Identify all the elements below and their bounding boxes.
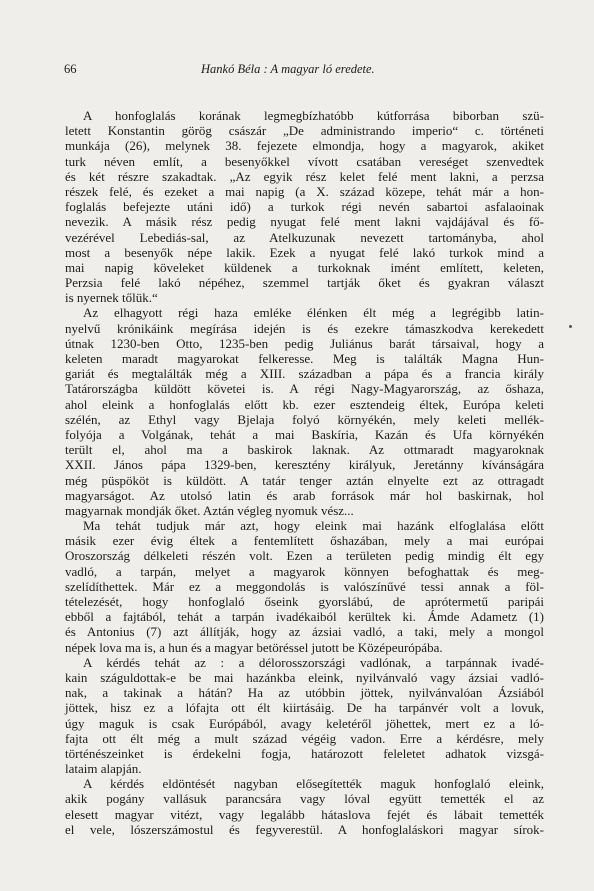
text-line: fajta ott élt még a mult század végéig vadon. Erre a kérdésre, mely: [65, 730, 544, 746]
text-line: keleten maradt magyarokat felkeresse. Meg is találták Magna Hun-: [65, 351, 544, 366]
text-line: most a besenyők népe lakik. Ezek a nyugat felé lakó turkok mind a: [65, 244, 544, 260]
text-line: vadló, a tarpán, melyet a magyarok könnyen befoghattak és meg-: [65, 563, 544, 579]
text-line: ebből a fajtából, tehát a tarpán ivadékaiból kerültek ki. Ámde Adametz (1): [65, 609, 544, 625]
text-line: A kérdés eldöntését nagyban elősegítették maguk honfoglaló eleink,: [83, 776, 544, 792]
margin-mark: [569, 325, 572, 328]
text-line: mai napig köveleket küldenek a turkoknak imént említett, keleten,: [65, 259, 544, 275]
text-line: Ma tehát tudjuk már azt, hogy eleink mai hazánk elfoglalása előtt: [83, 518, 544, 534]
text-line: el vele, lószerszámostul és fegyverestül. A honfoglaláskori magyar sírok-: [65, 821, 544, 837]
text-line: népek lova ma is, a hun és a magyar betöréssel jutott be Középeurópába.: [65, 639, 443, 655]
text-line: nyelvű krónikáink megírása idején is és ezekre támaszkodva kerekedett: [65, 320, 544, 336]
text-line: vezérével Lebediás-sal, az Atelkuzunak nevezett tartományba, ahol: [65, 229, 544, 245]
text-line: Tatárországba küldött követei is. A régi Nagy-Magyarország, az őshaza,: [65, 381, 544, 397]
text-line: A kérdés tehát az : a délorosszországi vadlónak, a tarpánnak ivadé-: [83, 654, 544, 670]
text-line: akik pogány vallásuk parancsára vagy lóval együtt temették el az: [65, 791, 544, 807]
text-line: Az elhagyott régi haza emléke élénken élt még a legrégibb latin-: [83, 305, 544, 321]
running-head: Hankó Béla : A magyar ló eredete.: [201, 62, 375, 76]
page-number: 66: [64, 62, 77, 76]
text-line: folyója a Volgának, tehát a mai Baskíria, Kazán és Ufa környékén: [65, 426, 544, 442]
text-line: részek felé, és ezeket a mai napig (a X. század közepe, tehát már a hon-: [65, 183, 544, 199]
text-line: XXII. János pápa 1329-ben, keresztény királyuk, Jeretánny kívánságára: [65, 457, 544, 473]
text-line: turk néven említ, a besenyőkkel vívott csatában vereséget szenvedtek: [65, 153, 544, 169]
text-line: és két részre szakadtak. „Az egyik rész kelet felé ment lakni, a perzsa: [65, 168, 544, 184]
text-line: tételezését, hogy honfoglaló őseink gyorslábú, de aprótermetű paripái: [65, 594, 544, 609]
text-line: A honfoglalás korának legmegbízhatóbb kútforrása biborban szü-: [83, 108, 544, 123]
text-line: kain száguldottak-e be mai hazánkba eleink, nyilvánvaló vagy ázsiai vadló-: [65, 669, 544, 685]
text-line: munkája (26), melynek 38. fejezete elmondja, hogy a magyarok, akiket: [65, 138, 544, 154]
text-line: magyarnak mondják őket. Aztán végleg nyomuk vész...: [65, 502, 354, 518]
text-line: másik ezer évig éltek a fentemlített őshazában, mely a mai európai: [65, 533, 544, 549]
page-header: [64, 62, 542, 82]
text-line: is nyernek tőlük.“: [65, 290, 158, 306]
text-line: történészeinket is érdekelni fogja, határozott feleletet adhatok vizsgá-: [65, 745, 544, 761]
text-line: terült el, ahol ma a baskirok laknak. Az ottmaradt magyaroknak: [65, 442, 544, 458]
text-line: Perzsia felé lakó népéhez, szemmel tartják őket és gyakran választ: [65, 275, 544, 291]
text-line: Oroszország délkeleti részén volt. Ezen a területen pedig mindig élt egy: [65, 548, 544, 564]
text-line: szélén, az Ethyl vagy Bjelaja folyó környékén, mely keleti mellék-: [65, 411, 544, 427]
text-line: úgy maguk is csak Európából, avagy keletéről jöhettek, mert ez a ló-: [65, 715, 544, 731]
text-line: nak, a takinak a hátán? Ha az utóbbin jöttek, nyilvánvalóan Ázsiából: [65, 685, 544, 701]
text-line: nevezik. A másik rész pedig nyugat felé ment lakni vajdájával és fő-: [65, 214, 544, 230]
text-line: magyarságot. Az utolsó latin és arab források már hol baskirnak, hol: [65, 487, 544, 503]
text-line: útnak 1230-ben Otto, 1235-ben pedig Juliánus barát társaival, hogy a: [65, 335, 544, 351]
text-line: letett Konstantin görög császár „De administrando imperio“ c. történeti: [65, 123, 544, 139]
text-line: még püspököt is küldött. A tatár tenger aztán elnyelte ezt az ottragadt: [65, 472, 544, 488]
body-text: [65, 108, 544, 837]
text-line: elesett magyar vitézt, vagy legalább hátaslova fejét és lábait temették: [65, 806, 544, 822]
text-line: gariát és megtalálták még a XIII. században a pápa és a francia király: [65, 366, 544, 382]
text-line: és Antonius (7) azt állítják, hogy az ázsiai vadló, a taki, mely a mongol: [65, 624, 544, 640]
text-line: jöttek, hisz ez a lófajta ott élt kiirtásáig. De ha tarpánvér volt a lovuk,: [65, 700, 544, 716]
text-line: lataim alapján.: [65, 761, 142, 777]
text-line: foglalás befejezte utáni idő) a turkok régi nevén sabartoi asfalaoinak: [65, 199, 544, 215]
text-line: ahol eleink a honfoglalás előtt kb. ezer esztendeig éltek, Európa keleti: [65, 396, 544, 412]
text-line: szelídíthettek. Már ez a meggondolás is valószínűvé tessi annak a föl-: [65, 578, 544, 594]
